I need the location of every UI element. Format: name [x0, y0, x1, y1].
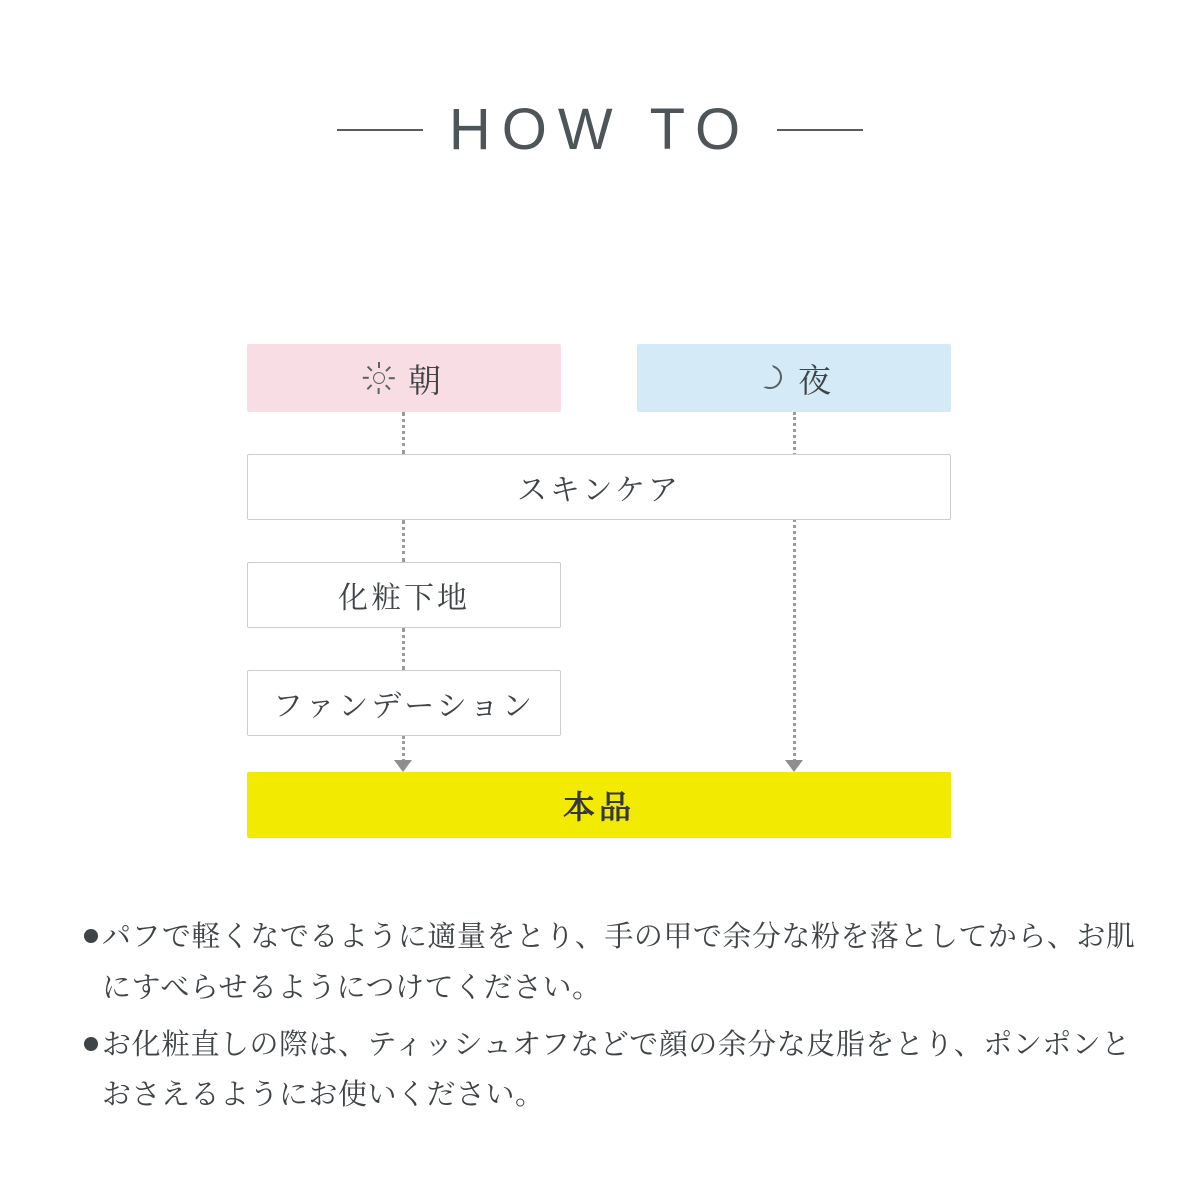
connector-skincare-to-base [402, 520, 405, 562]
usage-notes [84, 912, 1144, 1127]
connector-base-to-foundation [402, 628, 405, 670]
flow-step-makeup-base-label: 化粧下地 [338, 582, 470, 615]
flow-step-product-label: 本品 [562, 789, 635, 825]
flow-step-foundation [247, 670, 561, 736]
flow-step-skincare-label: スキンケア [516, 474, 682, 507]
flow-tab-morning [247, 344, 561, 412]
bullet-icon [84, 1037, 98, 1051]
usage-note-item [84, 912, 1144, 1014]
usage-note-text: お化粧直しの際は、ティッシュオフなどで顔の余分な皮脂をとり、ポンポンとおさえるようにお使いください。 [102, 1028, 1131, 1112]
arrow-head-morning [394, 760, 412, 772]
flow-tab-night [637, 344, 951, 412]
moon-icon [754, 363, 784, 393]
sun-icon [364, 363, 394, 393]
usage-note-item [84, 1020, 1144, 1122]
flow-step-foundation-label: ファンデーション [272, 690, 536, 723]
arrow-head-night [785, 760, 803, 772]
header-rule-right [777, 129, 863, 131]
connector-foundation-to-product [402, 736, 405, 762]
page-header [0, 96, 1200, 163]
flow-step-product [247, 772, 951, 838]
connector-morning-to-skincare [402, 412, 405, 454]
usage-note-text: パフで軽くなでるように適量をとり、手の甲で余分な粉を落としてから、お肌にすべらせるようにつけてください。 [102, 921, 1136, 1004]
flow-tab-night-label: 夜 [798, 361, 834, 399]
flow-step-skincare [247, 454, 951, 520]
flow-step-makeup-base [247, 562, 561, 628]
flow-tab-morning-label: 朝 [408, 361, 444, 399]
bullet-icon [84, 929, 98, 943]
page-title: HOW TO [448, 97, 752, 162]
header-rule-left [337, 129, 423, 131]
